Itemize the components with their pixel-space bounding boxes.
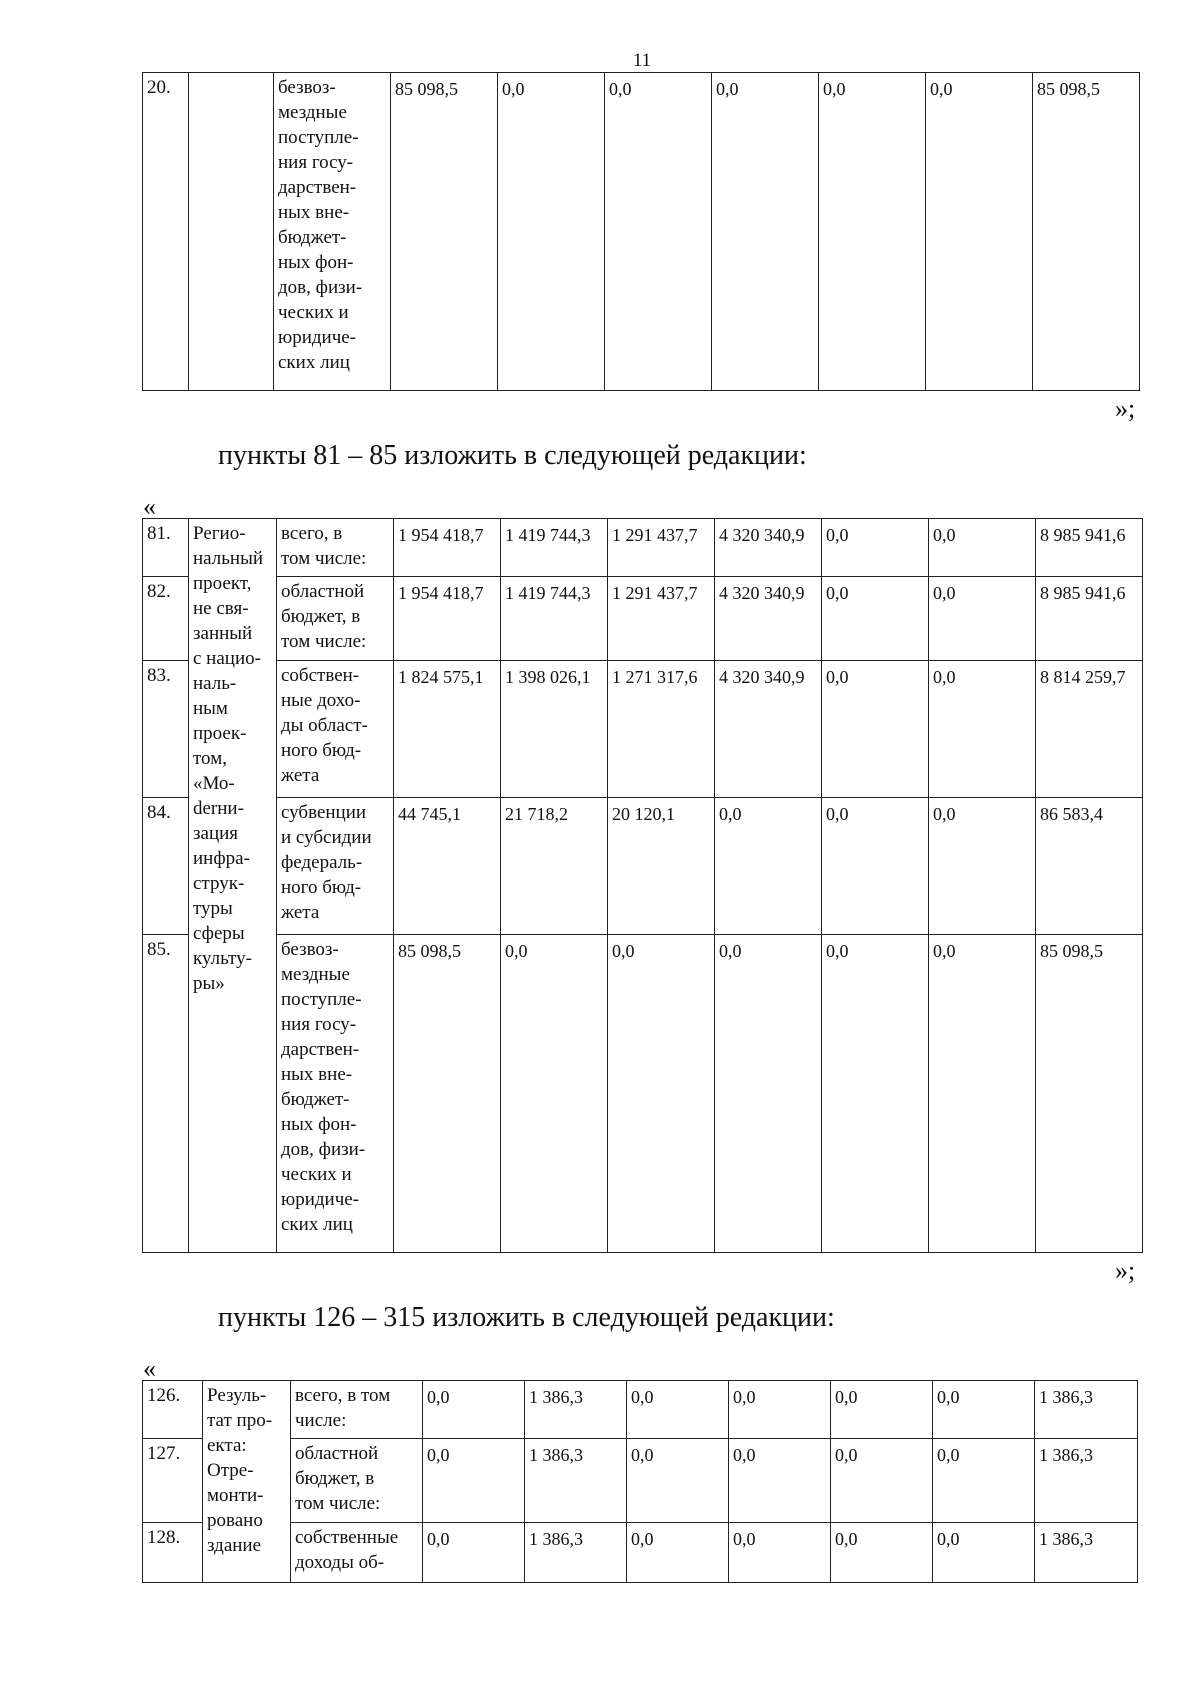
close-quote: »; — [1115, 394, 1136, 423]
row-number: 85. — [143, 935, 189, 1253]
value-cell: 0,0 — [729, 1381, 831, 1439]
value-cell: 0,0 — [729, 1439, 831, 1523]
table-row — [143, 798, 1143, 935]
value-cell: 1 386,3 — [1035, 1439, 1138, 1523]
value-cell: 8 985 941,6 — [1036, 519, 1143, 577]
value-cell: 0,0 — [498, 73, 605, 391]
value-cell: 0,0 — [929, 798, 1036, 935]
value-cell: 0,0 — [929, 935, 1036, 1253]
value-cell: 8 814 259,7 — [1036, 661, 1143, 798]
open-quote: « — [143, 492, 156, 521]
value-cell: 0,0 — [605, 73, 712, 391]
table-row — [143, 1523, 1138, 1583]
value-cell: 1 419 744,3 — [501, 519, 608, 577]
value-cell: 0,0 — [933, 1381, 1035, 1439]
value-cell: 21 718,2 — [501, 798, 608, 935]
funding-source-cell: всего, в том числе: — [291, 1381, 423, 1439]
row-number: 128. — [143, 1523, 203, 1583]
value-cell: 85 098,5 — [394, 935, 501, 1253]
value-cell: 0,0 — [627, 1439, 729, 1523]
funding-source-cell: безвоз- мездные поступле- ния госу- дарствен- ных вне- бюджет- ных фон- дов, физи- ческих и юридиче- ских лиц — [277, 935, 394, 1253]
value-cell: 0,0 — [822, 798, 929, 935]
open-quote: « — [143, 1354, 156, 1383]
value-cell: 0,0 — [933, 1439, 1035, 1523]
value-cell: 1 386,3 — [525, 1439, 627, 1523]
value-cell: 0,0 — [831, 1439, 933, 1523]
value-cell: 4 320 340,9 — [715, 519, 822, 577]
table-items-81-85 — [142, 518, 1143, 1253]
funding-source-cell: областной бюджет, в том числе: — [291, 1439, 423, 1523]
table-row — [143, 1439, 1138, 1523]
value-cell: 1 398 026,1 — [501, 661, 608, 798]
value-cell: 0,0 — [423, 1523, 525, 1583]
row-number: 20. — [143, 73, 189, 391]
value-cell: 85 098,5 — [1036, 935, 1143, 1253]
value-cell: 4 320 340,9 — [715, 577, 822, 661]
value-cell: 0,0 — [831, 1381, 933, 1439]
value-cell: 0,0 — [929, 577, 1036, 661]
value-cell: 85 098,5 — [1033, 73, 1140, 391]
value-cell: 0,0 — [712, 73, 819, 391]
value-cell: 0,0 — [715, 798, 822, 935]
value-cell: 1 386,3 — [525, 1523, 627, 1583]
funding-source-cell: собствен- ные дохо- ды област- ного бюд- жета — [277, 661, 394, 798]
row-number: 84. — [143, 798, 189, 935]
row-number: 82. — [143, 577, 189, 661]
funding-source-cell: собственные доходы об- — [291, 1523, 423, 1583]
funding-source-cell: всего, в том числе: — [277, 519, 394, 577]
value-cell: 0,0 — [423, 1381, 525, 1439]
value-cell: 0,0 — [715, 935, 822, 1253]
row-number: 81. — [143, 519, 189, 577]
project-name-cell — [189, 73, 274, 391]
project-name-cell: Регио- нальный проект, не свя- занный с нацио- наль- ным проек- том, «Мо- derни- зация инфра- струк- туры сферы культу- ры» — [189, 519, 277, 1253]
table-row — [143, 935, 1143, 1253]
value-cell: 4 320 340,9 — [715, 661, 822, 798]
table-row — [143, 1381, 1138, 1439]
section-heading: пункты 126 – 315 изложить в следующей редакции: — [218, 1302, 835, 1333]
value-cell: 0,0 — [933, 1523, 1035, 1583]
table-row — [143, 519, 1143, 577]
value-cell: 44 745,1 — [394, 798, 501, 935]
funding-source-cell: субвенции и субсидии федераль- ного бюд- жета — [277, 798, 394, 935]
table-row — [143, 73, 1140, 391]
row-number: 83. — [143, 661, 189, 798]
value-cell: 0,0 — [627, 1523, 729, 1583]
value-cell: 1 291 437,7 — [608, 577, 715, 661]
value-cell: 1 419 744,3 — [501, 577, 608, 661]
project-name-cell: Резуль- тат про- екта: Отре- монти- ровано здание — [203, 1381, 291, 1583]
value-cell: 0,0 — [423, 1439, 525, 1523]
row-number: 126. — [143, 1381, 203, 1439]
page-number: 11 — [632, 50, 652, 71]
value-cell: 0,0 — [819, 73, 926, 391]
value-cell: 0,0 — [608, 935, 715, 1253]
value-cell: 86 583,4 — [1036, 798, 1143, 935]
value-cell: 0,0 — [729, 1523, 831, 1583]
close-quote: »; — [1115, 1256, 1136, 1285]
funding-source-cell: областной бюджет, в том числе: — [277, 577, 394, 661]
value-cell: 1 386,3 — [1035, 1523, 1138, 1583]
value-cell: 0,0 — [926, 73, 1033, 391]
value-cell: 0,0 — [822, 935, 929, 1253]
section-heading: пункты 81 – 85 изложить в следующей редакции: — [218, 440, 807, 471]
value-cell: 0,0 — [929, 661, 1036, 798]
value-cell: 85 098,5 — [391, 73, 498, 391]
value-cell: 1 386,3 — [525, 1381, 627, 1439]
value-cell: 0,0 — [501, 935, 608, 1253]
value-cell: 0,0 — [627, 1381, 729, 1439]
value-cell: 0,0 — [822, 661, 929, 798]
value-cell: 1 824 575,1 — [394, 661, 501, 798]
value-cell: 0,0 — [822, 577, 929, 661]
funding-source-cell: безвоз- мездные поступле- ния госу- дарствен- ных вне- бюджет- ных фон- дов, физи- ческих и юридиче- ских лиц — [274, 73, 391, 391]
value-cell: 8 985 941,6 — [1036, 577, 1143, 661]
table-items-126-128 — [142, 1380, 1138, 1583]
value-cell: 1 954 418,7 — [394, 519, 501, 577]
table-item-20 — [142, 72, 1140, 391]
value-cell: 0,0 — [822, 519, 929, 577]
value-cell: 1 386,3 — [1035, 1381, 1138, 1439]
value-cell: 1 291 437,7 — [608, 519, 715, 577]
value-cell: 0,0 — [831, 1523, 933, 1583]
value-cell: 1 271 317,6 — [608, 661, 715, 798]
row-number: 127. — [143, 1439, 203, 1523]
value-cell: 1 954 418,7 — [394, 577, 501, 661]
table-row — [143, 577, 1143, 661]
table-row — [143, 661, 1143, 798]
value-cell: 0,0 — [929, 519, 1036, 577]
value-cell: 20 120,1 — [608, 798, 715, 935]
